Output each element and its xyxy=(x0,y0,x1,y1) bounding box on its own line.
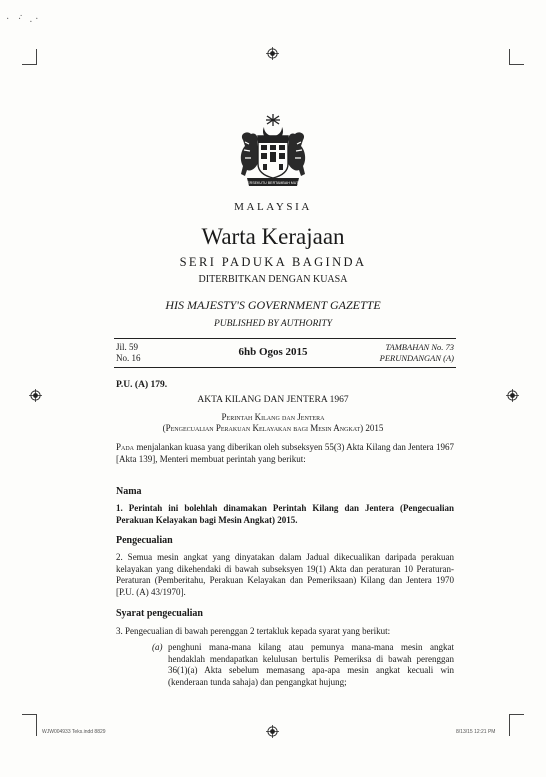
heading-nama: Nama xyxy=(116,486,142,497)
gazette-title: Warta Kerajaan xyxy=(201,224,345,249)
issue-number: No. 16 xyxy=(116,353,141,363)
order-subtitle: (Pengecualian Perakuan Kelayakan bagi Mesin Angkat) 2015 xyxy=(162,423,384,433)
gazette-title-en: HIS MAJESTY'S GOVERNMENT GAZETTE xyxy=(165,298,381,312)
issue-rule-bottom xyxy=(114,367,456,368)
act-title: AKTA KILANG DAN JENTERA 1967 xyxy=(197,395,349,405)
preamble xyxy=(116,442,454,465)
preamble-lead: Pada xyxy=(116,442,135,452)
royal-line: SERI PADUKA BAGINDA xyxy=(179,255,367,269)
published-ms: DITERBITKAN DENGAN KUASA xyxy=(198,274,348,285)
emblem-motto: BERSEKUTU BERTAMBAH MUTU xyxy=(244,181,302,185)
issue-category: PERUNDANGAN (A) xyxy=(379,353,454,363)
scan-specks: · ·̇ .· xyxy=(6,14,42,25)
registration-mark-top xyxy=(266,47,279,60)
issue-date: 6hb Ogos 2015 xyxy=(238,346,308,358)
item-a-label: (a) xyxy=(152,642,163,652)
issue-jilid: Jil. 59 xyxy=(116,342,139,352)
issue-rule-top xyxy=(114,338,456,339)
issue-supplement xyxy=(380,342,454,364)
heading-pengecualian: Pengecualian xyxy=(116,535,173,546)
section-2-text: 2. Semua mesin angkat yang dinyatakan dalam Jadual dikecualikan daripada perakuan kelayakan yang dikehendaki di bawah subseksyen 19(1) Akta dan peraturan 10 Peraturan-Peraturan (Pemberitahu, Perakuan Kelayakan dan Pemeriksaan) Kilang dan Jentera 1970 [P.U. (A) 43/1970]. xyxy=(116,552,454,597)
item-a-text: penghuni mana-mana kilang atau pemunya mana-mana mesin angkat hendaklah mendapatkan kelulusan bertulis Pemeriksa di bawah perenggan 36(1)(a) Akta sebelum memasang apa-apa mesin angkat kecuali win (kenderaan tunda sahaja) dan pengangkat hujung; xyxy=(168,642,454,687)
heading-syarat: Syarat pengecualian xyxy=(116,608,203,619)
published-en: PUBLISHED BY AUTHORITY xyxy=(213,319,333,329)
order-title: Perintah Kilang dan Jentera xyxy=(221,412,325,422)
country-name: MALAYSIA xyxy=(234,201,312,213)
preamble-text: menjalankan kuasa yang diberikan oleh subseksyen 55(3) Akta Kilang dan Jentera 1967 [Akta 139], Menteri membuat perintah yang berikut: xyxy=(116,442,454,464)
issue-supplement-number: TAMBAHAN No. 73 xyxy=(385,342,454,352)
footer-timestamp: 8/13/15 12:21 PM xyxy=(456,729,496,735)
pu-number: P.U. (A) 179. xyxy=(116,380,168,390)
registration-mark-bottom xyxy=(266,725,279,738)
section-3-text: 3. Pengecualian di bawah perenggan 2 tertakluk kepada syarat yang berikut: xyxy=(116,626,391,636)
section-1-text: 1. Perintah ini bolehlah dinamakan Perintah Kilang dan Jentera (Pengecualian Perakuan Kelayakan bagi Mesin Angkat) 2015. xyxy=(116,503,454,525)
footer-file: WJW004933 Teks.indd 8829 xyxy=(42,729,106,735)
malaysia-coat-of-arms-icon xyxy=(233,112,313,192)
